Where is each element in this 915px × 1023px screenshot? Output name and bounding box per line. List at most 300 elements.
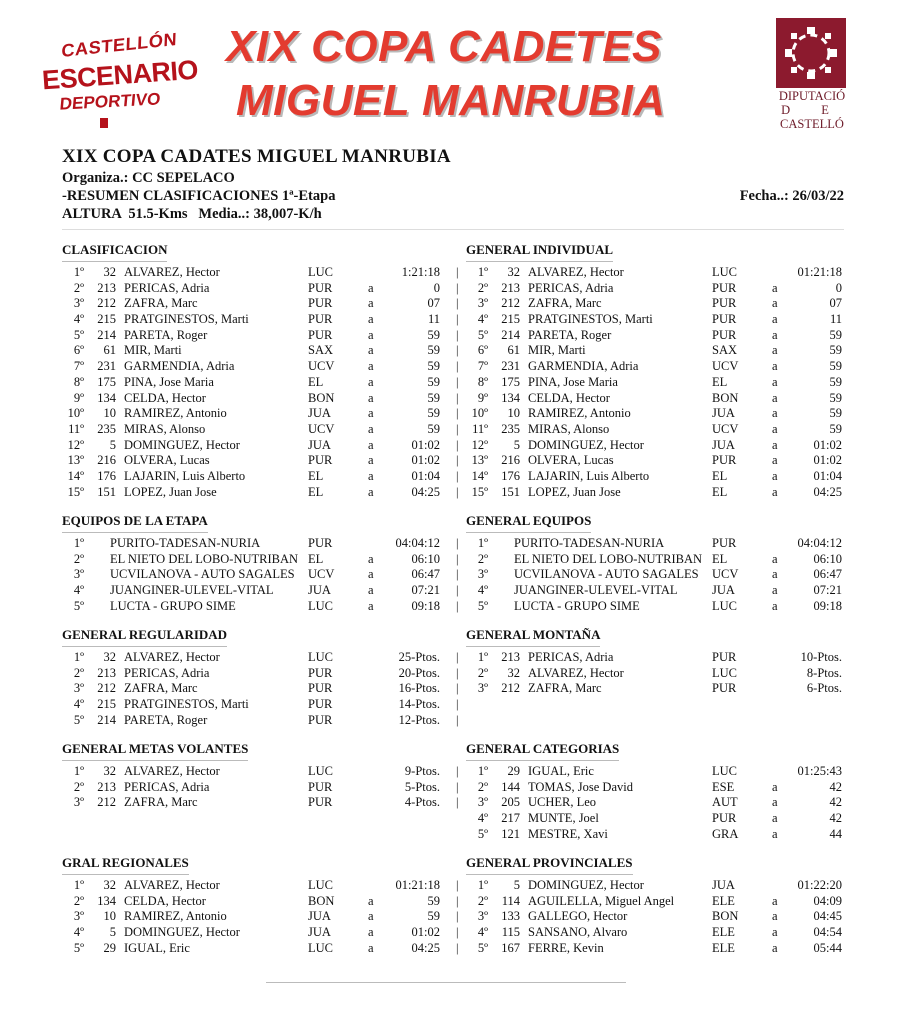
team-cell: EL xyxy=(712,551,728,566)
time-cell: 0 xyxy=(835,280,842,295)
column-divider: | xyxy=(456,406,459,421)
gap-marker-cell: a xyxy=(772,811,778,826)
table-row xyxy=(466,375,846,391)
gap-marker-cell: a xyxy=(368,437,374,452)
gap-marker-cell: a xyxy=(772,327,778,342)
resumen-line: -RESUMEN CLASIFICACIONES 1ª-Etapa xyxy=(62,188,336,204)
logo-left-mark-icon xyxy=(100,118,108,128)
table-row xyxy=(466,567,846,583)
time-cell: 59 xyxy=(427,359,440,374)
team-cell: EL xyxy=(308,374,324,389)
time-cell: 06:47 xyxy=(813,567,842,582)
gap-marker-cell: a xyxy=(772,940,778,955)
team-cell: LUC xyxy=(712,764,737,778)
time-cell: 59 xyxy=(829,359,842,374)
name-cell: ZAFRA, Marc xyxy=(528,296,602,311)
name-cell: LUCTA - GRUPO SIME xyxy=(514,598,640,613)
position-cell: 5º xyxy=(73,940,84,955)
position-cell: 3º xyxy=(73,296,84,311)
gap-marker-cell: a xyxy=(772,567,778,582)
position-cell: 9º xyxy=(73,390,84,405)
dorsal-cell: 10 xyxy=(103,909,116,924)
time-cell: 01:02 xyxy=(411,437,440,452)
name-cell: LUCTA - GRUPO SIME xyxy=(110,598,236,613)
name-cell: UCHER, Leo xyxy=(528,795,597,810)
table-row xyxy=(466,312,846,328)
position-cell: 13º xyxy=(471,453,488,468)
team-cell: EL xyxy=(712,374,728,389)
position-cell: 1º xyxy=(477,265,488,279)
dorsal-cell: 167 xyxy=(501,940,520,955)
time-cell: 1:21:18 xyxy=(401,265,440,279)
section-title: GENERAL PROVINCIALES xyxy=(466,855,633,875)
team-cell: BON xyxy=(308,893,335,908)
name-cell: GARMENDIA, Adria xyxy=(124,359,235,374)
position-cell: 12º xyxy=(67,437,84,452)
dorsal-cell: 134 xyxy=(97,893,116,908)
table-row xyxy=(466,265,846,281)
position-cell: 4º xyxy=(477,811,488,826)
position-cell: 14º xyxy=(471,468,488,483)
section-general-montana xyxy=(466,627,846,697)
dorsal-cell: 175 xyxy=(97,374,116,389)
section-title: CLASIFICACION xyxy=(62,242,167,262)
column-divider: | xyxy=(456,359,459,374)
table-row xyxy=(62,469,457,485)
table-row xyxy=(62,391,457,407)
position-cell: 1º xyxy=(477,764,488,778)
position-cell: 3º xyxy=(73,681,84,696)
position-cell: 5º xyxy=(477,598,488,613)
column-divider: | xyxy=(456,650,459,664)
name-cell: PERICAS, Adria xyxy=(124,665,210,680)
team-cell: LUC xyxy=(712,265,737,279)
position-cell: 2º xyxy=(477,779,488,794)
column-divider: | xyxy=(456,421,459,436)
gap-marker-cell: a xyxy=(772,468,778,483)
team-cell: JUA xyxy=(712,878,735,892)
name-cell: LAJARIN, Luis Alberto xyxy=(124,468,246,483)
name-cell: MUNTE, Joel xyxy=(528,811,599,826)
time-cell: 9-Ptos. xyxy=(404,764,440,778)
position-cell: 3º xyxy=(477,909,488,924)
team-cell: UCV xyxy=(308,421,335,436)
time-cell: 01:22:20 xyxy=(797,878,842,892)
time-cell: 01:21:18 xyxy=(797,265,842,279)
table-row xyxy=(466,780,846,796)
time-cell: 04:04:12 xyxy=(395,536,440,550)
position-cell: 5º xyxy=(477,327,488,342)
name-cell: PURITO-TADESAN-NURIA xyxy=(514,536,665,550)
team-cell: ELE xyxy=(712,893,735,908)
gap-marker-cell: a xyxy=(368,940,374,955)
team-cell: UCV xyxy=(712,421,739,436)
name-cell: PINA, Jose Maria xyxy=(528,374,618,389)
team-cell: PUR xyxy=(308,536,333,550)
team-cell: GRA xyxy=(712,826,739,841)
position-cell: 2º xyxy=(73,893,84,908)
table-row xyxy=(466,438,846,454)
dorsal-cell: 176 xyxy=(97,468,116,483)
table-row xyxy=(466,453,846,469)
table-row xyxy=(62,909,457,925)
name-cell: LOPEZ, Juan Jose xyxy=(528,484,621,499)
team-cell: PUR xyxy=(712,296,737,311)
team-cell: EL xyxy=(712,484,728,499)
time-cell: 01:02 xyxy=(813,453,842,468)
column-divider: | xyxy=(456,598,459,613)
section-clasificacion xyxy=(62,242,457,500)
position-cell: 1º xyxy=(477,878,488,892)
table-row xyxy=(62,438,457,454)
team-cell: PUR xyxy=(308,665,333,680)
gap-marker-cell: a xyxy=(772,296,778,311)
table-row xyxy=(466,811,846,827)
team-cell: JUA xyxy=(712,437,735,452)
dorsal-cell: 32 xyxy=(507,265,520,279)
name-cell: SANSANO, Alvaro xyxy=(528,925,628,940)
dorsal-cell: 212 xyxy=(501,296,520,311)
team-cell: UCV xyxy=(308,567,335,582)
column-divider: | xyxy=(456,940,459,955)
section-general-categorias xyxy=(466,741,846,842)
column-divider: | xyxy=(456,265,459,279)
header-divider xyxy=(62,229,844,230)
time-cell: 04:09 xyxy=(813,893,842,908)
time-cell: 14-Ptos. xyxy=(398,697,440,712)
gap-marker-cell: a xyxy=(772,453,778,468)
name-cell: DOMINGUEZ, Hector xyxy=(124,925,240,940)
table-row xyxy=(466,552,846,568)
time-cell: 16-Ptos. xyxy=(398,681,440,696)
gap-marker-cell: a xyxy=(368,893,374,908)
table-row xyxy=(62,281,457,297)
name-cell: MESTRE, Xavi xyxy=(528,826,608,841)
table-row xyxy=(62,422,457,438)
dorsal-cell: 235 xyxy=(501,421,520,436)
table-row xyxy=(466,469,846,485)
time-cell: 59 xyxy=(829,406,842,421)
name-cell: ALVAREZ, Hector xyxy=(528,265,624,279)
table-row xyxy=(466,359,846,375)
dorsal-cell: 61 xyxy=(507,343,520,358)
gap-marker-cell: a xyxy=(368,390,374,405)
section-gral-regionales xyxy=(62,855,457,956)
gap-marker-cell: a xyxy=(772,925,778,940)
gap-marker-cell: a xyxy=(772,421,778,436)
name-cell: PERICAS, Adria xyxy=(528,650,614,664)
time-cell: 59 xyxy=(427,909,440,924)
table-row xyxy=(62,485,457,501)
position-cell: 1º xyxy=(477,536,488,550)
name-cell: ZAFRA, Marc xyxy=(528,681,602,696)
gap-marker-cell: a xyxy=(772,551,778,566)
team-cell: LUC xyxy=(308,265,333,279)
table-row xyxy=(62,894,457,910)
diputacio-emblem-icon xyxy=(776,18,846,88)
gap-marker-cell: a xyxy=(772,893,778,908)
gap-marker-cell: a xyxy=(772,437,778,452)
gap-marker-cell: a xyxy=(368,343,374,358)
table-row xyxy=(466,343,846,359)
team-cell: EL xyxy=(308,484,324,499)
column-divider: | xyxy=(456,312,459,327)
name-cell: MIRAS, Alonso xyxy=(528,421,610,436)
gap-marker-cell: a xyxy=(772,312,778,327)
time-cell: 59 xyxy=(829,327,842,342)
table-row xyxy=(62,650,457,666)
time-cell: 59 xyxy=(427,893,440,908)
team-cell: BON xyxy=(308,390,335,405)
time-cell: 12-Ptos. xyxy=(398,712,440,727)
column-divider: | xyxy=(456,390,459,405)
gap-marker-cell: a xyxy=(368,359,374,374)
time-cell: 4-Ptos. xyxy=(404,795,440,810)
team-cell: PUR xyxy=(308,453,333,468)
time-cell: 01:02 xyxy=(813,437,842,452)
column-divider: | xyxy=(456,536,459,550)
dorsal-cell: 214 xyxy=(501,327,520,342)
team-cell: LUC xyxy=(308,598,333,613)
team-cell: PUR xyxy=(308,795,333,810)
table-row xyxy=(62,453,457,469)
team-cell: LUC xyxy=(712,665,737,680)
team-cell: ESE xyxy=(712,779,735,794)
team-cell: SAX xyxy=(308,343,334,358)
footer-divider xyxy=(266,982,626,983)
table-row xyxy=(62,265,457,281)
team-cell: JUA xyxy=(308,437,331,452)
dorsal-cell: 32 xyxy=(103,650,116,664)
logo-left-line1: CASTELLÓN xyxy=(61,29,178,61)
page-title: XIX COPA CADATES MIGUEL MANRUBIA xyxy=(62,146,451,167)
dorsal-cell: 121 xyxy=(501,826,520,841)
position-cell: 2º xyxy=(73,551,84,566)
position-cell: 4º xyxy=(73,583,84,598)
position-cell: 1º xyxy=(73,650,84,664)
name-cell: ALVAREZ, Hector xyxy=(124,650,220,664)
column-divider: | xyxy=(456,280,459,295)
dorsal-cell: 212 xyxy=(97,795,116,810)
dorsal-cell: 134 xyxy=(501,390,520,405)
name-cell: MIR, Marti xyxy=(528,343,586,358)
gap-marker-cell: a xyxy=(772,359,778,374)
position-cell: 5º xyxy=(73,598,84,613)
table-row xyxy=(466,666,846,682)
time-cell: 11 xyxy=(427,312,440,327)
table-row xyxy=(62,764,457,780)
section-title: GENERAL MONTAÑA xyxy=(466,627,600,647)
dorsal-cell: 231 xyxy=(501,359,520,374)
time-cell: 06:10 xyxy=(411,551,440,566)
column-divider: | xyxy=(456,343,459,358)
time-cell: 09:18 xyxy=(411,598,440,613)
column-divider: | xyxy=(456,697,459,712)
logo-right-line1: DIPUTACIÓ xyxy=(778,89,846,103)
dorsal-cell: 5 xyxy=(109,925,116,940)
time-cell: 07:21 xyxy=(813,583,842,598)
dorsal-cell: 32 xyxy=(103,878,116,892)
position-cell: 11º xyxy=(472,421,488,436)
gap-marker-cell: a xyxy=(772,390,778,405)
time-cell: 09:18 xyxy=(813,598,842,613)
table-row xyxy=(466,909,846,925)
team-cell: PUR xyxy=(712,280,737,295)
team-cell: PUR xyxy=(712,650,737,664)
column-divider: | xyxy=(456,437,459,452)
gap-marker-cell: a xyxy=(772,374,778,389)
name-cell: AGUILELLA, Miguel Angel xyxy=(528,893,675,908)
name-cell: UCVILANOVA - AUTO SAGALES xyxy=(514,567,699,582)
position-cell: 6º xyxy=(73,343,84,358)
position-cell: 3º xyxy=(477,296,488,311)
gap-marker-cell: a xyxy=(772,484,778,499)
table-row xyxy=(62,697,457,713)
table-row xyxy=(62,359,457,375)
table-row xyxy=(62,536,457,552)
team-cell: EL xyxy=(712,468,728,483)
dorsal-cell: 29 xyxy=(507,764,520,778)
position-cell: 14º xyxy=(67,468,84,483)
table-row xyxy=(62,328,457,344)
dorsal-cell: 10 xyxy=(507,406,520,421)
table-row xyxy=(466,764,846,780)
column-divider: | xyxy=(456,296,459,311)
table-row xyxy=(466,391,846,407)
time-cell: 01:25:43 xyxy=(797,764,842,778)
section-title: EQUIPOS DE LA ETAPA xyxy=(62,513,208,533)
name-cell: RAMIREZ, Antonio xyxy=(124,909,227,924)
name-cell: GALLEGO, Hector xyxy=(528,909,628,924)
position-cell: 4º xyxy=(73,312,84,327)
gap-marker-cell: a xyxy=(772,795,778,810)
time-cell: 42 xyxy=(829,795,842,810)
position-cell: 3º xyxy=(73,567,84,582)
name-cell: ALVAREZ, Hector xyxy=(124,878,220,892)
position-cell: 10º xyxy=(67,406,84,421)
name-cell: IGUAL, Eric xyxy=(124,940,190,955)
table-row xyxy=(62,599,457,615)
section-general-provinciales xyxy=(466,855,846,956)
team-cell: PUR xyxy=(308,712,333,727)
position-cell: 7º xyxy=(73,359,84,374)
time-cell: 59 xyxy=(829,374,842,389)
time-cell: 42 xyxy=(829,811,842,826)
team-cell: PUR xyxy=(712,312,737,327)
dorsal-cell: 32 xyxy=(103,265,116,279)
section-general-regularidad xyxy=(62,627,457,728)
gap-marker-cell: a xyxy=(368,453,374,468)
time-cell: 20-Ptos. xyxy=(398,665,440,680)
table-row xyxy=(62,343,457,359)
section-title: GENERAL METAS VOLANTES xyxy=(62,741,248,761)
column-divider: | xyxy=(456,551,459,566)
dorsal-cell: 205 xyxy=(501,795,520,810)
dorsal-cell: 215 xyxy=(501,312,520,327)
name-cell: PERICAS, Adria xyxy=(528,280,614,295)
team-cell: PUR xyxy=(308,681,333,696)
table-row xyxy=(466,894,846,910)
section-title: GENERAL REGULARIDAD xyxy=(62,627,227,647)
column-divider: | xyxy=(456,878,459,892)
name-cell: PARETA, Roger xyxy=(124,712,208,727)
name-cell: DOMINGUEZ, Hector xyxy=(124,437,240,452)
gap-marker-cell: a xyxy=(772,583,778,598)
name-cell: PINA, Jose Maria xyxy=(124,374,214,389)
position-cell: 2º xyxy=(477,893,488,908)
section-general-individual xyxy=(466,242,846,500)
table-row xyxy=(62,567,457,583)
gap-marker-cell: a xyxy=(368,598,374,613)
table-row xyxy=(62,552,457,568)
team-cell: LUC xyxy=(712,598,737,613)
name-cell: ALVAREZ, Hector xyxy=(528,665,624,680)
gap-marker-cell: a xyxy=(368,567,374,582)
column-divider: | xyxy=(456,567,459,582)
team-cell: AUT xyxy=(712,795,738,810)
time-cell: 59 xyxy=(829,390,842,405)
logo-left-line3: DEPORTIVO xyxy=(58,89,162,114)
section-title: GENERAL CATEGORIAS xyxy=(466,741,619,761)
dorsal-cell: 133 xyxy=(501,909,520,924)
name-cell: LAJARIN, Luis Alberto xyxy=(528,468,650,483)
dorsal-cell: 175 xyxy=(501,374,520,389)
gap-marker-cell: a xyxy=(368,374,374,389)
table-row xyxy=(466,795,846,811)
dorsal-cell: 29 xyxy=(103,940,116,955)
table-row xyxy=(466,328,846,344)
position-cell: 5º xyxy=(73,712,84,727)
dorsal-cell: 5 xyxy=(513,437,520,452)
dorsal-cell: 235 xyxy=(97,421,116,436)
time-cell: 25-Ptos. xyxy=(398,650,440,664)
table-row xyxy=(466,485,846,501)
position-cell: 1º xyxy=(477,650,488,664)
banner-title-line1: XIX COPA CADETES xyxy=(226,22,662,71)
team-cell: JUA xyxy=(712,583,735,598)
dorsal-cell: 115 xyxy=(501,925,520,940)
table-row xyxy=(62,681,457,697)
time-cell: 59 xyxy=(427,421,440,436)
team-cell: UCV xyxy=(712,567,739,582)
time-cell: 01:04 xyxy=(411,468,440,483)
gap-marker-cell: a xyxy=(772,598,778,613)
position-cell: 10º xyxy=(471,406,488,421)
banner-title-line2: MIGUEL MANRUBIA xyxy=(236,76,666,125)
gap-marker-cell: a xyxy=(368,909,374,924)
name-cell: TOMAS, Jose David xyxy=(528,779,633,794)
position-cell: 12º xyxy=(471,437,488,452)
gap-marker-cell: a xyxy=(368,583,374,598)
table-row xyxy=(466,583,846,599)
gap-marker-cell: a xyxy=(772,779,778,794)
logo-left-line2: ESCENARIO xyxy=(41,54,199,96)
time-cell: 04:25 xyxy=(411,484,440,499)
table-row xyxy=(62,780,457,796)
time-cell: 10-Ptos. xyxy=(800,650,842,664)
dorsal-cell: 213 xyxy=(97,280,116,295)
table-row xyxy=(466,681,846,697)
section-general-equipos xyxy=(466,513,846,614)
team-cell: PUR xyxy=(712,681,737,696)
gap-marker-cell: a xyxy=(368,406,374,421)
position-cell: 11º xyxy=(68,421,84,436)
dorsal-cell: 214 xyxy=(97,327,116,342)
time-cell: 07 xyxy=(829,296,842,311)
column-divider: | xyxy=(456,468,459,483)
table-row xyxy=(466,650,846,666)
table-row xyxy=(466,878,846,894)
